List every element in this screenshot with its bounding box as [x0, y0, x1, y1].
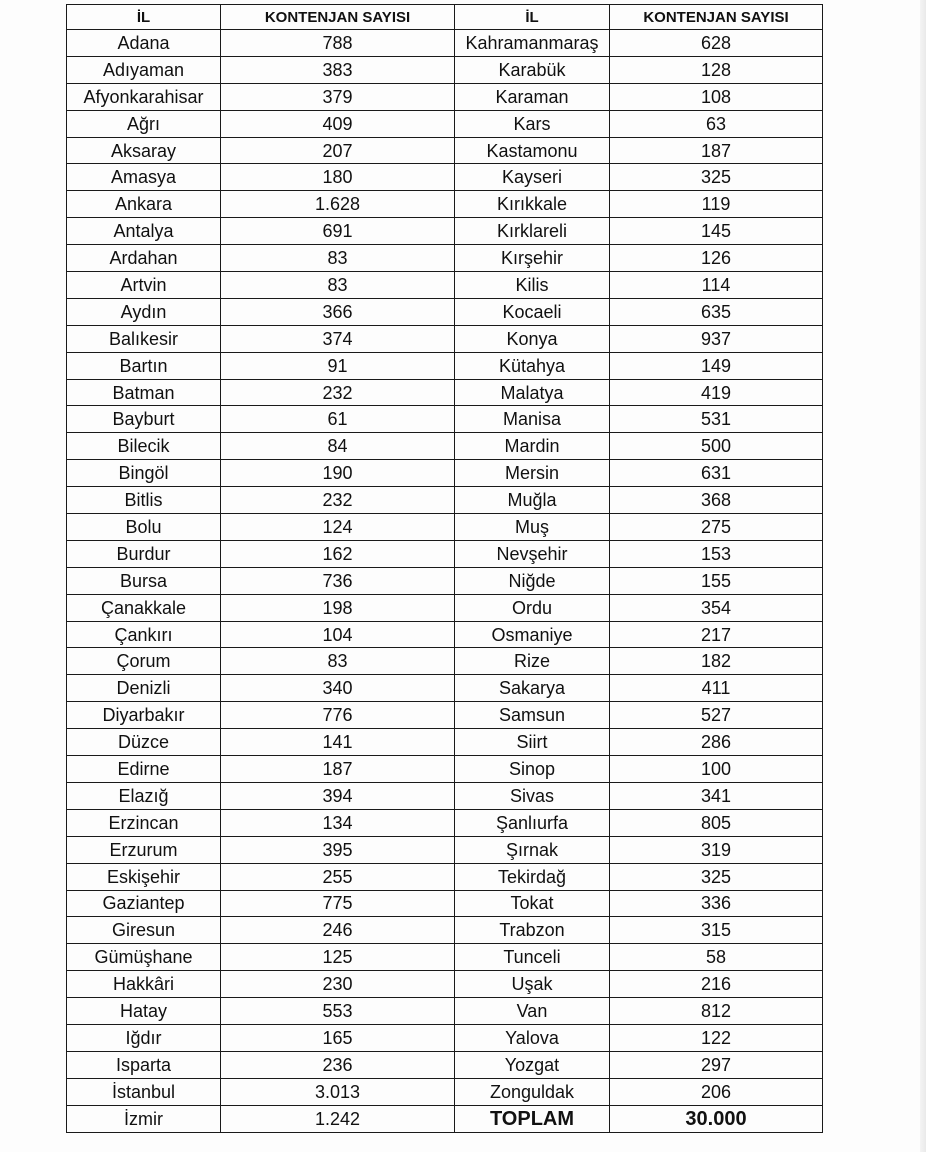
province-name: Çankırı	[67, 621, 221, 648]
province-name: Nevşehir	[455, 540, 610, 567]
province-name: Yozgat	[455, 1051, 610, 1078]
province-name: Bayburt	[67, 406, 221, 433]
quota-count: 255	[221, 863, 455, 890]
province-name: Kırıkkale	[455, 191, 610, 218]
quota-count: 1.628	[221, 191, 455, 218]
province-name: Sakarya	[455, 675, 610, 702]
quota-count: 61	[221, 406, 455, 433]
quota-count: 383	[221, 56, 455, 83]
quota-count: 553	[221, 998, 455, 1025]
province-name: Niğde	[455, 567, 610, 594]
quota-count: 1.242	[221, 1105, 455, 1132]
province-name: Siirt	[455, 729, 610, 756]
table-row	[455, 137, 823, 164]
table-row	[455, 782, 823, 809]
quota-count: 366	[221, 298, 455, 325]
table-row	[67, 890, 455, 917]
province-name: Giresun	[67, 917, 221, 944]
quota-count: 411	[610, 675, 823, 702]
table-row	[455, 1078, 823, 1105]
quota-count: 319	[610, 836, 823, 863]
table-row	[455, 998, 823, 1025]
province-name: Aydın	[67, 298, 221, 325]
quota-count: 736	[221, 567, 455, 594]
quota-count: 937	[610, 325, 823, 352]
province-name: Çanakkale	[67, 594, 221, 621]
province-name: Samsun	[455, 702, 610, 729]
province-name: Tokat	[455, 890, 610, 917]
left-table-body	[67, 30, 455, 1133]
table-row	[67, 863, 455, 890]
quota-count: 275	[610, 514, 823, 541]
table-row	[455, 298, 823, 325]
table-row	[67, 379, 455, 406]
table-row	[67, 675, 455, 702]
table-row	[455, 406, 823, 433]
table-row	[455, 675, 823, 702]
quota-count: 206	[610, 1078, 823, 1105]
total-row	[455, 1105, 823, 1132]
table-row	[67, 756, 455, 783]
quota-count: 149	[610, 352, 823, 379]
table-row	[67, 110, 455, 137]
table-row	[67, 809, 455, 836]
quota-count: 207	[221, 137, 455, 164]
province-name: Sivas	[455, 782, 610, 809]
quota-count: 216	[610, 971, 823, 998]
table-row	[67, 998, 455, 1025]
province-name: Hakkâri	[67, 971, 221, 998]
quota-count: 124	[221, 514, 455, 541]
province-name: Osmaniye	[455, 621, 610, 648]
province-name: Manisa	[455, 406, 610, 433]
province-name: Ordu	[455, 594, 610, 621]
header-row	[67, 5, 455, 30]
table-row	[67, 487, 455, 514]
province-name: Çorum	[67, 648, 221, 675]
table-row	[67, 944, 455, 971]
quota-count: 691	[221, 218, 455, 245]
quota-count: 531	[610, 406, 823, 433]
table-row	[455, 944, 823, 971]
quota-count: 114	[610, 272, 823, 299]
province-name: Iğdır	[67, 1024, 221, 1051]
province-name: Diyarbakır	[67, 702, 221, 729]
table-row	[67, 352, 455, 379]
quota-count: 232	[221, 487, 455, 514]
province-name: Edirne	[67, 756, 221, 783]
quota-count: 340	[221, 675, 455, 702]
quota-count: 236	[221, 1051, 455, 1078]
table-row	[67, 406, 455, 433]
quota-count: 162	[221, 540, 455, 567]
quota-count: 217	[610, 621, 823, 648]
province-name: Ardahan	[67, 245, 221, 272]
quota-count: 628	[610, 30, 823, 57]
quota-count: 325	[610, 863, 823, 890]
quota-count: 297	[610, 1051, 823, 1078]
quota-count: 63	[610, 110, 823, 137]
province-name: Erzurum	[67, 836, 221, 863]
quota-count: 805	[610, 809, 823, 836]
province-name: Tunceli	[455, 944, 610, 971]
province-name: Denizli	[67, 675, 221, 702]
quota-count: 286	[610, 729, 823, 756]
quota-count: 232	[221, 379, 455, 406]
table-row	[455, 272, 823, 299]
province-name: Yalova	[455, 1024, 610, 1051]
province-name: Eskişehir	[67, 863, 221, 890]
table-row	[455, 540, 823, 567]
table-row	[67, 567, 455, 594]
province-name: Mardin	[455, 433, 610, 460]
quota-count: 187	[221, 756, 455, 783]
quota-count: 315	[610, 917, 823, 944]
table-row	[67, 83, 455, 110]
table-row	[67, 218, 455, 245]
province-name: Rize	[455, 648, 610, 675]
province-name: Artvin	[67, 272, 221, 299]
table-row	[67, 917, 455, 944]
quota-count: 83	[221, 648, 455, 675]
province-name: Sinop	[455, 756, 610, 783]
province-name: Malatya	[455, 379, 610, 406]
quota-count: 341	[610, 782, 823, 809]
quota-count: 100	[610, 756, 823, 783]
quota-count: 374	[221, 325, 455, 352]
quota-count: 419	[610, 379, 823, 406]
table-row	[67, 460, 455, 487]
table-row	[67, 137, 455, 164]
quota-column-header: KONTENJAN SAYISI	[221, 5, 455, 30]
province-name: Muğla	[455, 487, 610, 514]
quota-count: 187	[610, 137, 823, 164]
quota-count: 190	[221, 460, 455, 487]
province-column-header: İL	[67, 5, 221, 30]
table-row	[455, 56, 823, 83]
quota-count: 108	[610, 83, 823, 110]
table-row	[455, 325, 823, 352]
province-name: Düzce	[67, 729, 221, 756]
quota-count: 84	[221, 433, 455, 460]
table-row	[455, 756, 823, 783]
province-name: Gümüşhane	[67, 944, 221, 971]
table-row	[455, 1051, 823, 1078]
province-name: Bolu	[67, 514, 221, 541]
table-row	[67, 729, 455, 756]
province-name: Ankara	[67, 191, 221, 218]
quota-count: 104	[221, 621, 455, 648]
province-name: Adana	[67, 30, 221, 57]
scan-edge	[920, 0, 926, 1152]
province-name: Kahramanmaraş	[455, 30, 610, 57]
quota-count: 134	[221, 809, 455, 836]
table-row	[67, 191, 455, 218]
province-name: Kilis	[455, 272, 610, 299]
province-name: İstanbul	[67, 1078, 221, 1105]
table-row	[455, 460, 823, 487]
table-row	[67, 514, 455, 541]
table-row	[455, 809, 823, 836]
quota-count: 776	[221, 702, 455, 729]
quota-count: 122	[610, 1024, 823, 1051]
quota-count: 788	[221, 30, 455, 57]
province-name: Hatay	[67, 998, 221, 1025]
table-row	[455, 379, 823, 406]
province-name: Van	[455, 998, 610, 1025]
quota-count: 180	[221, 164, 455, 191]
quota-count: 527	[610, 702, 823, 729]
province-name: Kırşehir	[455, 245, 610, 272]
province-name: Erzincan	[67, 809, 221, 836]
table-row	[67, 245, 455, 272]
quota-count: 58	[610, 944, 823, 971]
province-name: Burdur	[67, 540, 221, 567]
quota-count: 91	[221, 352, 455, 379]
quota-count: 631	[610, 460, 823, 487]
table-row	[455, 729, 823, 756]
province-name: Amasya	[67, 164, 221, 191]
province-name: Adıyaman	[67, 56, 221, 83]
province-name: Karabük	[455, 56, 610, 83]
table-row	[455, 917, 823, 944]
quota-count: 368	[610, 487, 823, 514]
quota-count: 198	[221, 594, 455, 621]
province-name: Antalya	[67, 218, 221, 245]
province-name: Kocaeli	[455, 298, 610, 325]
table-row	[67, 1051, 455, 1078]
quota-count: 182	[610, 648, 823, 675]
quota-tables	[66, 4, 823, 1133]
province-name: Bitlis	[67, 487, 221, 514]
quota-count: 336	[610, 890, 823, 917]
right-table-body	[455, 30, 823, 1133]
table-row	[67, 648, 455, 675]
province-name: Şanlıurfa	[455, 809, 610, 836]
province-name: Konya	[455, 325, 610, 352]
quota-count: 246	[221, 917, 455, 944]
table-row	[455, 890, 823, 917]
table-row	[455, 245, 823, 272]
quota-count: 3.013	[221, 1078, 455, 1105]
table-row	[455, 218, 823, 245]
table-row	[455, 83, 823, 110]
table-row	[67, 298, 455, 325]
quota-table-left	[66, 4, 455, 1133]
table-row	[67, 621, 455, 648]
province-name: Gaziantep	[67, 890, 221, 917]
table-row	[455, 836, 823, 863]
province-name: Batman	[67, 379, 221, 406]
table-row	[67, 1078, 455, 1105]
province-name: Mersin	[455, 460, 610, 487]
table-row	[67, 272, 455, 299]
table-row	[455, 594, 823, 621]
table-row	[67, 702, 455, 729]
table-row	[455, 352, 823, 379]
province-name: Şırnak	[455, 836, 610, 863]
quota-count: 500	[610, 433, 823, 460]
quota-count: 125	[221, 944, 455, 971]
table-row	[67, 540, 455, 567]
table-row	[67, 1024, 455, 1051]
province-name: Bartın	[67, 352, 221, 379]
table-row	[455, 433, 823, 460]
total-value: 30.000	[610, 1105, 823, 1132]
province-name: Kırklareli	[455, 218, 610, 245]
province-name: Uşak	[455, 971, 610, 998]
table-row	[67, 164, 455, 191]
province-name: Isparta	[67, 1051, 221, 1078]
table-row	[67, 594, 455, 621]
table-row	[455, 514, 823, 541]
quota-count: 141	[221, 729, 455, 756]
table-row	[455, 1024, 823, 1051]
province-name: Ağrı	[67, 110, 221, 137]
quota-count: 775	[221, 890, 455, 917]
table-row	[455, 621, 823, 648]
table-row	[67, 782, 455, 809]
province-name: Balıkesir	[67, 325, 221, 352]
province-name: Kütahya	[455, 352, 610, 379]
quota-count: 354	[610, 594, 823, 621]
quota-count: 165	[221, 1024, 455, 1051]
total-label: TOPLAM	[455, 1105, 610, 1132]
table-row	[455, 567, 823, 594]
quota-count: 379	[221, 83, 455, 110]
province-name: Zonguldak	[455, 1078, 610, 1105]
table-row	[67, 1105, 455, 1132]
province-name: Bingöl	[67, 460, 221, 487]
province-name: İzmir	[67, 1105, 221, 1132]
table-row	[67, 971, 455, 998]
table-row	[67, 56, 455, 83]
table-row	[67, 30, 455, 57]
quota-count: 128	[610, 56, 823, 83]
province-name: Muş	[455, 514, 610, 541]
province-name: Aksaray	[67, 137, 221, 164]
quota-count: 230	[221, 971, 455, 998]
quota-count: 83	[221, 272, 455, 299]
quota-count: 395	[221, 836, 455, 863]
quota-count: 409	[221, 110, 455, 137]
quota-count: 83	[221, 245, 455, 272]
table-row	[67, 325, 455, 352]
table-row	[455, 191, 823, 218]
quota-count: 155	[610, 567, 823, 594]
province-name: Karaman	[455, 83, 610, 110]
province-name: Kastamonu	[455, 137, 610, 164]
table-row	[67, 836, 455, 863]
province-name: Elazığ	[67, 782, 221, 809]
quota-column-header: KONTENJAN SAYISI	[610, 5, 823, 30]
quota-count: 126	[610, 245, 823, 272]
table-row	[455, 971, 823, 998]
quota-count: 145	[610, 218, 823, 245]
quota-table-right	[454, 4, 823, 1133]
table-row	[67, 433, 455, 460]
table-row	[455, 110, 823, 137]
table-row	[455, 863, 823, 890]
header-row	[455, 5, 823, 30]
province-name: Bilecik	[67, 433, 221, 460]
province-name: Afyonkarahisar	[67, 83, 221, 110]
table-row	[455, 487, 823, 514]
province-name: Kayseri	[455, 164, 610, 191]
province-name: Bursa	[67, 567, 221, 594]
province-name: Trabzon	[455, 917, 610, 944]
province-name: Tekirdağ	[455, 863, 610, 890]
table-row	[455, 30, 823, 57]
table-row	[455, 164, 823, 191]
quota-count: 153	[610, 540, 823, 567]
quota-count: 812	[610, 998, 823, 1025]
quota-count: 325	[610, 164, 823, 191]
table-row	[455, 702, 823, 729]
quota-count: 119	[610, 191, 823, 218]
quota-count: 635	[610, 298, 823, 325]
province-column-header: İL	[455, 5, 610, 30]
table-row	[455, 648, 823, 675]
quota-count: 394	[221, 782, 455, 809]
province-name: Kars	[455, 110, 610, 137]
